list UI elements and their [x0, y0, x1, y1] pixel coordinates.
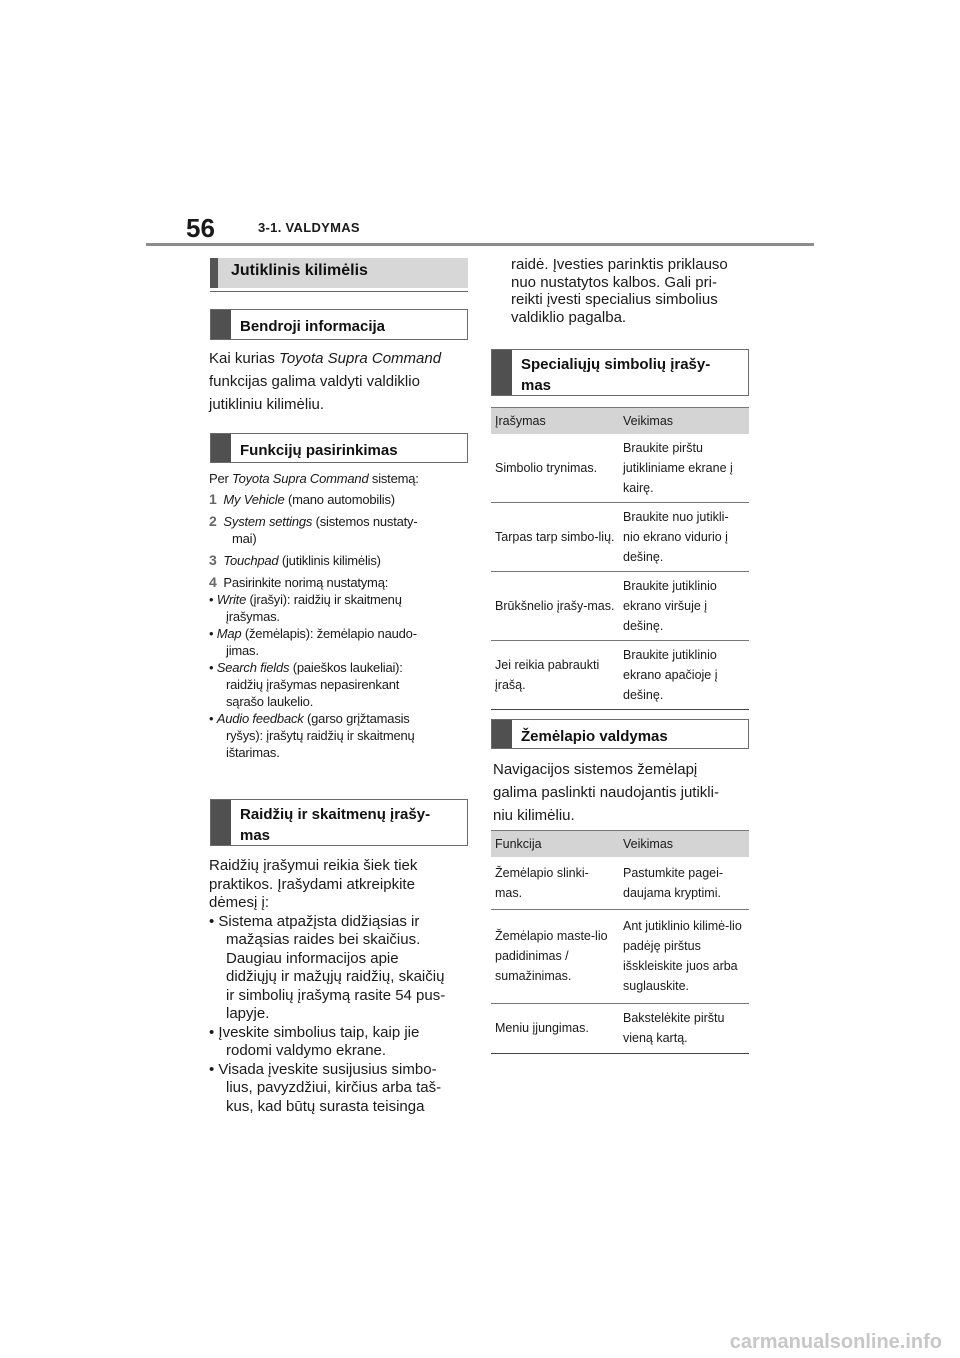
subheading-bar: [211, 310, 231, 339]
table-row: [491, 1003, 749, 1053]
step-number: 4: [209, 574, 217, 590]
table-cell: Simbolio trynimas.: [491, 434, 619, 503]
text-run-italic: My Vehicle: [223, 492, 285, 507]
table-cell: Braukite jutiklinio ekrano apačioje į dešinę.: [619, 641, 749, 710]
table-header-row: [491, 408, 749, 435]
text-run: (paieškos laukeliai):: [289, 660, 403, 675]
map-control-table: [491, 830, 749, 1054]
step-3: [209, 552, 471, 569]
section-heading-touchpad: [210, 258, 468, 288]
bullet-line: • Sistema atpažįsta didžiąsias ir: [209, 912, 420, 930]
header-divider: [146, 243, 814, 246]
page-number: 56: [186, 213, 215, 243]
text-line: lius, pavyzdžiui, kirčius arba taš-: [226, 1079, 442, 1096]
text-line: mai): [232, 531, 257, 546]
text-line: mažąsias raides bei skaičius.: [226, 931, 421, 948]
text-run: (sistemos nustaty-: [312, 514, 418, 529]
step-number: 3: [209, 552, 217, 568]
text-line: praktikos. Įrašydami atkreipkite: [209, 875, 415, 893]
function-steps: [209, 470, 471, 761]
text-line: jimas.: [226, 643, 259, 658]
step-4: [209, 574, 471, 591]
text-line: sąrašo laukelio.: [226, 694, 314, 709]
text-run-italic: Search fields: [216, 660, 290, 675]
column-header: Įrašymas: [491, 408, 619, 435]
text-run-italic: Audio feedback: [216, 711, 304, 726]
text-line: rodomi valdymo ekrane.: [226, 1042, 387, 1059]
section-heading-text: Jutiklinis kilimėlis: [231, 262, 368, 279]
general-info-paragraph: [209, 347, 471, 416]
step-1: [209, 491, 471, 508]
text-line: raidžių įrašymas nepasirenkant: [226, 677, 400, 692]
subheading-text: Funkcijų pasirinkimas: [240, 442, 398, 459]
text-run: Pasirinkite norimą nustatymą:: [223, 575, 389, 590]
text-line: didžiųjų ir mažųjų raidžių, skaičių: [226, 968, 445, 985]
step-number: 2: [209, 513, 217, 529]
text-line: Daugiau informacijos apie: [226, 949, 399, 967]
table-cell: Tarpas tarp simbo-lių.: [491, 503, 619, 572]
table-row: [491, 857, 749, 909]
bullet-audio-feedback: • Audio feedback (garso grįžtamasis: [209, 711, 410, 726]
column-header: Veikimas: [619, 408, 749, 435]
text-line: funkcijas galima valdyti valdiklio: [209, 373, 420, 390]
text-line: kus, kad būtų surasta teisinga: [226, 1097, 425, 1115]
text-line: lapyje.: [226, 1005, 270, 1022]
subheading-bar: [211, 800, 231, 845]
table-row: [491, 434, 749, 503]
table-cell: Brūkšnelio įrašy-mas.: [491, 572, 619, 641]
subheading-general-info: [210, 309, 468, 340]
table-cell: Braukite nuo jutikli-nio ekrano vidurio į dešinę.: [619, 503, 749, 572]
subheading-map-control: [491, 719, 749, 749]
letters-entry-continuation: [511, 256, 761, 326]
text-line: įrašymas.: [226, 609, 280, 624]
subheading-bar: [492, 720, 512, 748]
table-cell: Bakstelėkite pirštu vieną kartą.: [619, 1003, 749, 1053]
text-line: dėmesį į:: [209, 894, 270, 911]
watermark: carmanualsonline.info: [729, 1331, 942, 1353]
subheading-text: Bendroji informacija: [240, 318, 386, 335]
text-run: sistemą:: [368, 471, 419, 486]
table-cell: Žemėlapio maste-lio padidinimas / sumažinimas.: [491, 909, 619, 1003]
table-cell: Jei reikia pabraukti įrašą.: [491, 641, 619, 710]
text-run-italic: Toyota Supra Command: [232, 471, 369, 486]
text-line: galima paslinkti naudojantis jutikli-: [493, 784, 719, 801]
text-run-italic: Toyota Supra Command: [279, 350, 442, 367]
table-header-row: [491, 831, 749, 858]
subheading-bar: [211, 434, 231, 462]
table-cell: Braukite pirštu jutikliniame ekrane į kairę.: [619, 434, 749, 503]
column-header: Funkcija: [491, 831, 619, 858]
section-heading-rule: [210, 291, 468, 292]
step-number: 1: [209, 491, 217, 507]
table-row: [491, 641, 749, 710]
text-line: ištarimas.: [226, 745, 280, 760]
text-line: nuo nustatytos kalbos. Gali pri-: [511, 273, 717, 291]
table-row: [491, 503, 749, 572]
table-cell: Pastumkite pagei-daujama kryptimi.: [619, 857, 749, 909]
subheading-text: Žemėlapio valdymas: [521, 728, 668, 745]
bullet-line: • Įveskite simbolius taip, kaip jie: [209, 1023, 420, 1041]
text-run: Per: [209, 471, 233, 486]
subheading-bar: [492, 350, 512, 395]
text-run: Kai kurias: [209, 350, 280, 367]
letters-entry-paragraph: [209, 857, 471, 1116]
table-row: [491, 572, 749, 641]
text-line: jutikliniu kilimėliu.: [209, 396, 325, 413]
text-line: reikti įvesti specialius simbolius: [511, 291, 718, 308]
text-line: niu kilimėliu.: [493, 807, 575, 824]
bullet-write: • Write (įrašyi): raidžių ir skaitmenų: [209, 592, 402, 607]
text-run-italic: System settings: [223, 514, 313, 529]
text-line: raidė. Įvesties parinktis priklauso: [511, 256, 728, 273]
text-run: (jutiklinis kilimėlis): [278, 553, 381, 568]
step-2: [209, 513, 471, 530]
text-run-italic: Write: [216, 592, 247, 607]
subheading-special-characters: [491, 349, 749, 396]
text-line: valdiklio pagalba.: [511, 308, 627, 326]
text-line: ir simbolių įrašymą rasite 54 pus-: [226, 986, 446, 1004]
map-control-paragraph: [493, 758, 755, 827]
subheading-text: Specialiųjų simbolių įrašy-mas: [521, 356, 711, 394]
special-characters-table: [491, 407, 749, 710]
bullet-line: • Visada įveskite susijusius simbo-: [209, 1060, 437, 1078]
bullet-map: • Map (žemėlapis): žemėlapio naudo-: [209, 626, 417, 641]
column-header: Veikimas: [619, 831, 749, 858]
text-run-italic: Touchpad: [223, 553, 279, 568]
table-cell: Žemėlapio slinki-mas.: [491, 857, 619, 909]
chapter-title: 3-1. VALDYMAS: [258, 220, 360, 235]
table-cell: Meniu įjungimas.: [491, 1003, 619, 1053]
text-run: (garso grįžtamasis: [303, 711, 410, 726]
text-run: (mano automobilis): [284, 492, 395, 507]
text-line: Navigacijos sistemos žemėlapį: [493, 761, 698, 778]
text-line: ryšys): įrašytų raidžių ir skaitmenų: [226, 728, 415, 743]
text-run: (įrašyi): raidžių ir skaitmenų: [246, 592, 402, 607]
text-run: (žemėlapis): žemėlapio naudo-: [241, 626, 417, 641]
table-cell: Ant jutiklinio kilimė-lio padėję pirštus išskleiskite juos arba suglauskite.: [619, 909, 749, 1003]
table-row: [491, 909, 749, 1003]
subheading-letters-entry: [210, 799, 468, 846]
text-run-italic: Map: [216, 626, 242, 641]
bullet-search-fields: • Search fields (paieškos laukeliai):: [209, 660, 403, 675]
text-line: Raidžių įrašymui reikia šiek tiek: [209, 857, 418, 874]
subheading-text: Raidžių ir skaitmenų įrašy-mas: [240, 806, 431, 844]
table-cell: Braukite jutiklinio ekrano viršuje į dešinę.: [619, 572, 749, 641]
subheading-function-selection: [210, 433, 468, 463]
